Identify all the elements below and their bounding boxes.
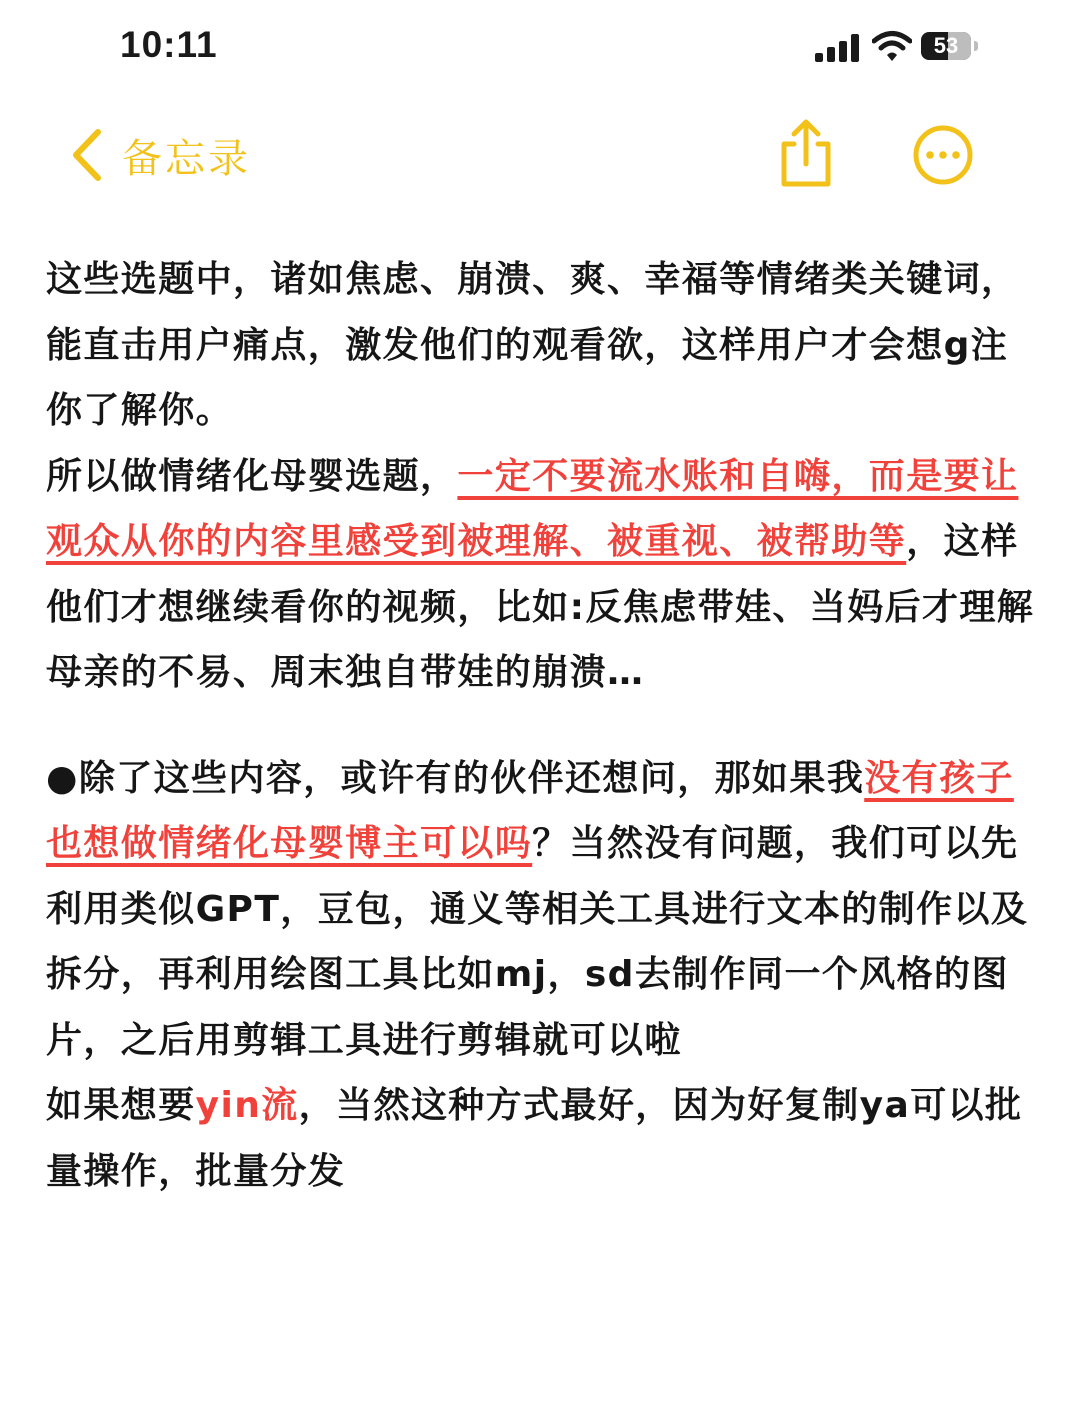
battery-icon	[921, 32, 971, 60]
bullet-icon: ●	[46, 757, 79, 799]
battery-level: 53	[933, 33, 959, 58]
p2-highlight: 一定不要流水账和自嗨，而是要让观众从你的内容里感受到被理解、被重视、被帮助等	[46, 455, 1019, 562]
signal-icon	[815, 34, 863, 62]
note-body[interactable]	[46, 247, 1036, 1204]
share-icon[interactable]	[776, 118, 836, 188]
note-paragraph-4	[46, 1073, 1036, 1204]
status-bar	[0, 0, 1069, 95]
chevron-left-icon	[68, 127, 104, 183]
p2-lead: 所以做情绪化母婴选题，	[46, 455, 458, 497]
paragraph-spacer	[46, 706, 1036, 746]
p4-red: yin流	[195, 1085, 299, 1126]
nav-bar	[0, 100, 1069, 210]
p3-lead: 除了这些内容，或许有的伙伴还想问，那如果我	[78, 757, 865, 799]
status-time: 10:11	[120, 24, 218, 65]
back-button[interactable]	[68, 120, 251, 190]
more-icon[interactable]	[912, 124, 974, 186]
back-label: 备忘录	[122, 135, 251, 182]
p3-highlight: 没有孩子也想做情绪化母婴博主可以吗	[46, 757, 1014, 864]
battery-nub	[974, 41, 978, 51]
p2-rest: ，这样他们才想继续看你的视频，比如:反焦虑带娃、当妈后才理解母亲的不易、周末独自带娃的崩溃…	[46, 521, 1035, 693]
wifi-icon	[872, 30, 912, 62]
p4-rest: ，当然这种方式最好，因为好复制ya可以批量操作，批量分发	[46, 1085, 1023, 1192]
note-paragraph-1: 这些选题中，诸如焦虑、崩溃、爽、幸福等情绪类关键词，能直击用户痛点，激发他们的观看欲，这样用户才会想g注你了解你。	[46, 259, 1019, 431]
p4-lead: 如果想要	[46, 1085, 196, 1126]
note-paragraph-2	[46, 444, 1036, 706]
p3-rest: ？当然没有问题，我们可以先利用类似GPT，豆包，通义等相关工具进行文本的制作以及拆分，再利用绘图工具比如mj，sd去制作同一个风格的图片，之后用剪辑工具进行剪辑就可以啦	[46, 823, 1029, 1061]
note-paragraph-3	[46, 746, 1036, 1074]
